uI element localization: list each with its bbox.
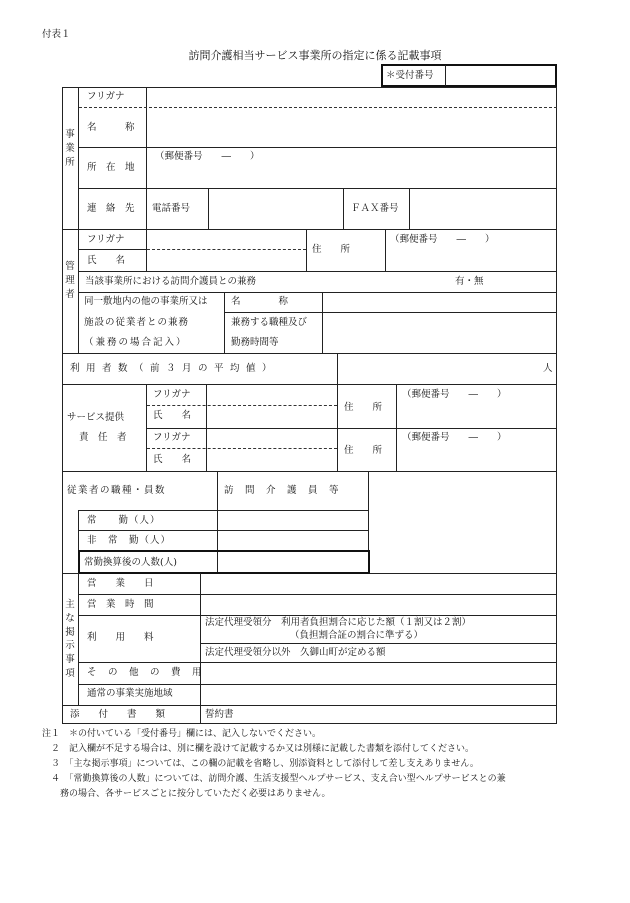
sp2-furigana-input[interactable]	[208, 430, 336, 447]
sp1-name-input[interactable]	[208, 407, 336, 427]
notes	[42, 727, 602, 802]
fulltime-input[interactable]	[219, 512, 367, 529]
sp2-address-input[interactable]	[398, 450, 556, 470]
fee-line-3: 法定代理受領分以外 久御山町が定める額	[205, 647, 386, 658]
other-costs-label: そ の 他 の 費 用	[87, 667, 203, 678]
office-name-input[interactable]	[148, 109, 556, 146]
staff-header-label: 従業者の職種・員数	[67, 485, 167, 496]
note-4: ４ 「常勤換算後の人数」については、訪問介護、生活支援型ヘルプサービス、支え合い型ヘルプサービスとの兼	[42, 774, 506, 784]
service-area-label: 通常の事業実施地域	[87, 688, 173, 699]
service-area-input[interactable]	[202, 686, 556, 704]
office-address-input[interactable]	[148, 166, 556, 187]
note-2: ２ 記入欄が不足する場合は、別に欄を設けて記載するか又は別様に記載した書類を添付してください。	[42, 744, 475, 754]
receipt-number-field[interactable]	[447, 66, 555, 85]
manager-concurrent-yes-no[interactable]: 有・無	[455, 276, 484, 287]
form-label: 付表１	[42, 29, 71, 40]
sp-section-label-2: 責 任 者	[79, 432, 127, 443]
manager-furigana-label: フリガナ	[87, 234, 125, 245]
manager-furigana-input[interactable]	[148, 231, 305, 248]
business-hours-label: 営 業 時 間	[87, 599, 154, 610]
sp1-postal-code: （郵便番号 ― ）	[402, 389, 507, 400]
users-count-label: 利用者数（前３月の平均値）	[70, 363, 279, 374]
manager-address-input[interactable]	[387, 250, 556, 270]
manager-name-input[interactable]	[148, 251, 305, 270]
manager-address-label: 住 所	[312, 244, 351, 255]
staff-col-header: 訪 問 介 護 員 等	[224, 485, 340, 496]
manager-postal-code: （郵便番号 ― ）	[390, 234, 495, 245]
parttime-label: 非 常 勤（人）	[87, 535, 172, 546]
fte-input[interactable]	[219, 553, 367, 571]
office-contact-label: 連 絡 先	[87, 203, 135, 214]
page-title: 訪問介護相当サービス事業所の指定に係る記載事項	[188, 49, 442, 62]
sp2-address-label: 住 所	[344, 445, 383, 456]
fee-label: 利 用 料	[87, 632, 154, 643]
office-fax-label: ＦＡＸ番号	[351, 203, 399, 214]
office-furigana-label: フリガナ	[87, 91, 125, 102]
business-hours-input[interactable]	[202, 596, 556, 614]
note-1: 注１ ＊の付いている「受付番号」欄には、記入しないでください。	[42, 729, 322, 739]
office-postal-code: （郵便番号 ― ）	[155, 151, 260, 162]
users-count-input[interactable]	[339, 355, 537, 383]
attachments-value: 誓約書	[205, 709, 234, 720]
office-phone-label: 電話番号	[152, 203, 191, 214]
sp1-name-label: 氏 名	[153, 410, 192, 421]
parttime-input[interactable]	[219, 532, 367, 549]
business-days-label: 営 業 日	[87, 578, 154, 589]
office-address-label: 所 在 地	[87, 162, 135, 173]
office-phone-input[interactable]	[210, 190, 342, 228]
sp1-furigana-input[interactable]	[208, 386, 336, 404]
receipt-label: ＊受付番号	[386, 70, 434, 81]
other-costs-input[interactable]	[202, 664, 556, 683]
note-3: ３ 「主な掲示事項」については、この欄の記載を省略し、別添資料として添付して差し支えありません。	[42, 759, 479, 769]
office-furigana-input[interactable]	[148, 89, 556, 106]
sp1-address-input[interactable]	[398, 406, 556, 427]
main-section-label: 主な掲示事項	[65, 599, 75, 679]
sp1-furigana-label: フリガナ	[153, 389, 191, 400]
manager-other-label-2: 施設の従業者との兼務	[84, 317, 190, 328]
manager-other-label-3: （兼務の場合記入）	[84, 337, 188, 348]
manager-other-label-1: 同一敷地内の他の事業所又は	[84, 296, 208, 307]
office-fax-input[interactable]	[411, 190, 556, 228]
sp2-name-label: 氏 名	[153, 454, 192, 465]
fte-label: 常勤換算後の人数(人)	[84, 557, 177, 568]
fee-line-2: （負担割合証の割合に準ずる）	[290, 630, 424, 641]
concurrent-name-input[interactable]	[324, 294, 556, 311]
sp2-name-input[interactable]	[208, 450, 336, 470]
attachments-label: 添 付 書 類	[70, 709, 166, 720]
business-days-input[interactable]	[202, 575, 556, 593]
manager-concurrent-label: 当該事業所における訪問介護員との兼務	[85, 276, 257, 287]
concurrent-role-label-1: 兼務する職種及び	[231, 317, 308, 328]
concurrent-role-label-2: 勤務時間等	[231, 337, 279, 348]
note-4-cont: 務の場合、各サービスごとに按分していただく必要はありません。	[42, 789, 331, 799]
fee-line-1: 法定代理受領分 利用者負担割合に応じた額（１割又は２割）	[205, 617, 472, 628]
sp2-furigana-label: フリガナ	[153, 432, 191, 443]
sp-section-label-1: サービス提供	[67, 412, 125, 423]
concurrent-role-input[interactable]	[324, 314, 556, 352]
sp2-postal-code: （郵便番号 ― ）	[402, 432, 507, 443]
fulltime-label: 常 勤（人）	[87, 515, 161, 526]
concurrent-name-label: 名 称	[231, 296, 289, 307]
manager-name-label: 氏 名	[87, 255, 126, 266]
manager-section-label: 管理者	[65, 261, 75, 300]
sp1-address-label: 住 所	[344, 402, 383, 413]
office-name-label: 名 称	[87, 122, 135, 133]
office-section-label: 事業所	[65, 129, 75, 168]
users-count-unit: 人	[543, 363, 553, 374]
